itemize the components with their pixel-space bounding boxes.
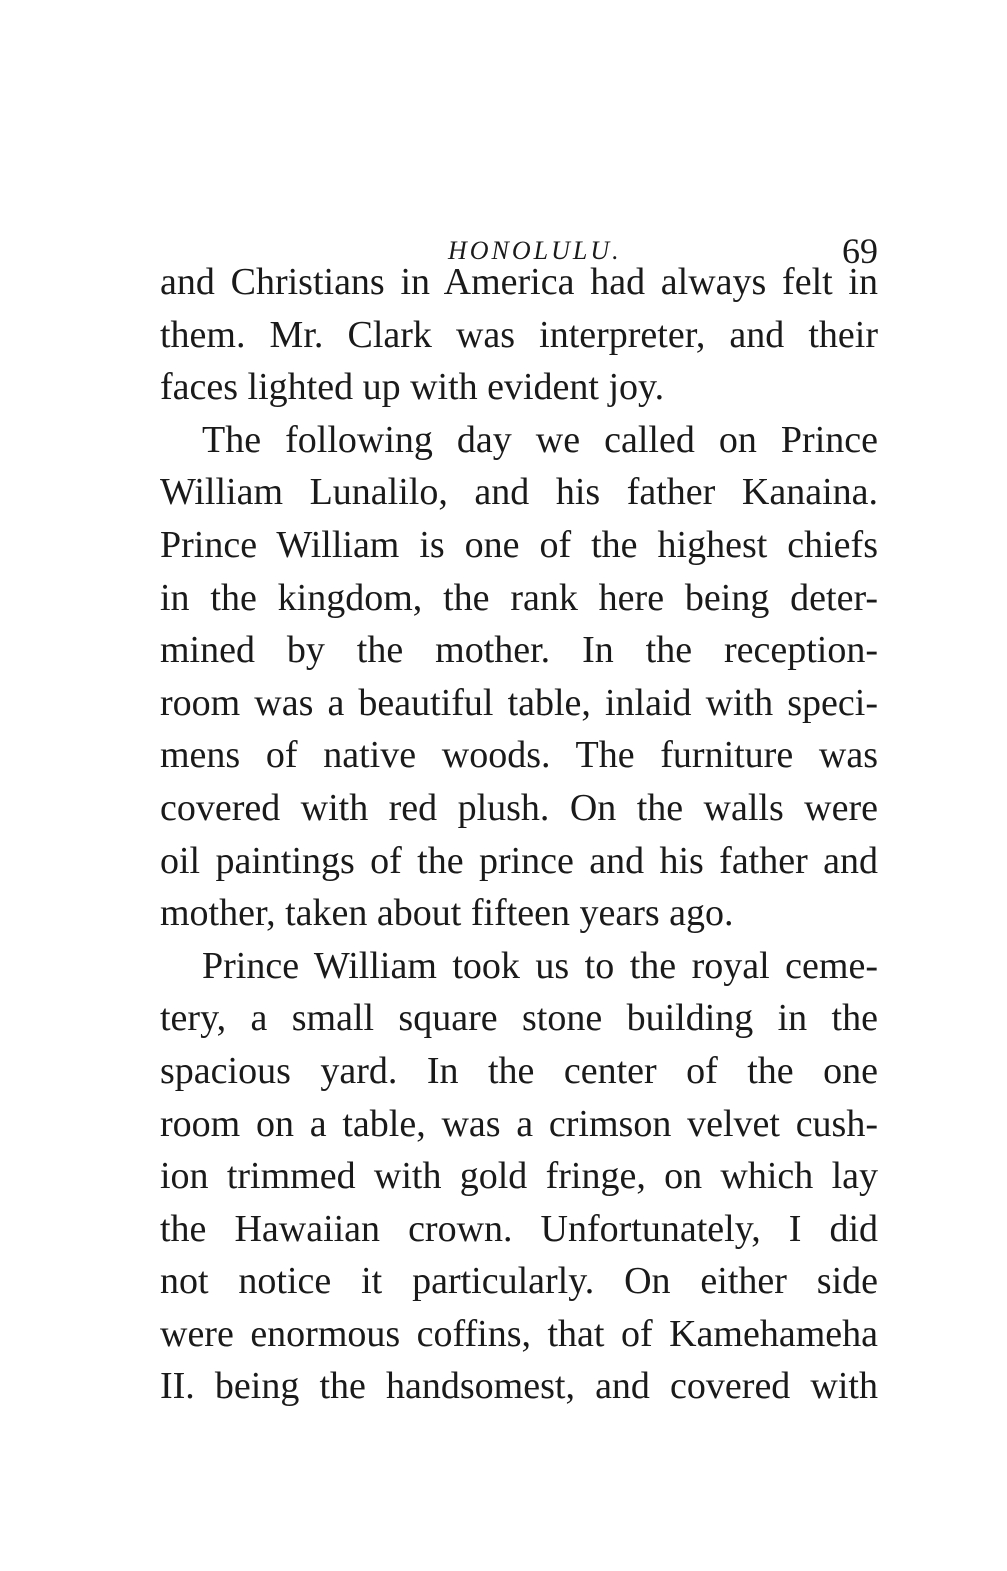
text-line: tery, a small square stone building in the	[160, 997, 878, 1040]
body-text	[160, 256, 878, 1413]
text-line: room was a beautiful table, inlaid with speci-	[160, 681, 878, 724]
text-line: Prince William is one of the highest chiefs	[160, 523, 878, 566]
text-line: mens of native woods. The furniture was	[160, 734, 878, 777]
paragraph	[160, 256, 878, 414]
text-line: in the kingdom, the rank here being deter-	[160, 576, 878, 619]
text-line: and Christians in America had always felt in	[160, 261, 878, 303]
text-line: the Hawaiian crown. Unfortunately, I did	[160, 1207, 878, 1250]
text-line: not notice it particularly. On either side	[160, 1260, 878, 1303]
paragraph	[160, 940, 878, 1413]
running-title: HONOLULU.	[448, 236, 622, 265]
text-line: Prince William took us to the royal ceme-	[202, 944, 878, 987]
text-line: room on a table, was a crimson velvet cush-	[160, 1102, 878, 1145]
text-line: mother, taken about fifteen years ago.	[160, 892, 734, 935]
text-line: covered with red plush. On the walls were	[160, 786, 878, 829]
text-line: William Lunalilo, and his father Kanaina.	[160, 471, 878, 514]
page-number: 69	[842, 231, 878, 271]
text-line: ion trimmed with gold fringe, on which lay	[160, 1155, 878, 1198]
text-line: oil paintings of the prince and his father and	[160, 839, 878, 882]
text-line: II. being the handsomest, and covered with	[160, 1365, 878, 1408]
text-line: spacious yard. In the center of the one	[160, 1049, 878, 1092]
text-line: them. Mr. Clark was interpreter, and their	[160, 313, 878, 356]
paragraph	[160, 414, 878, 940]
text-line: mined by the mother. In the reception-	[160, 629, 878, 672]
text-line: The following day we called on Prince	[202, 418, 878, 461]
text-line: were enormous coffins, that of Kamehameha	[160, 1312, 878, 1355]
text-line: faces lighted up with evident joy.	[160, 366, 665, 409]
